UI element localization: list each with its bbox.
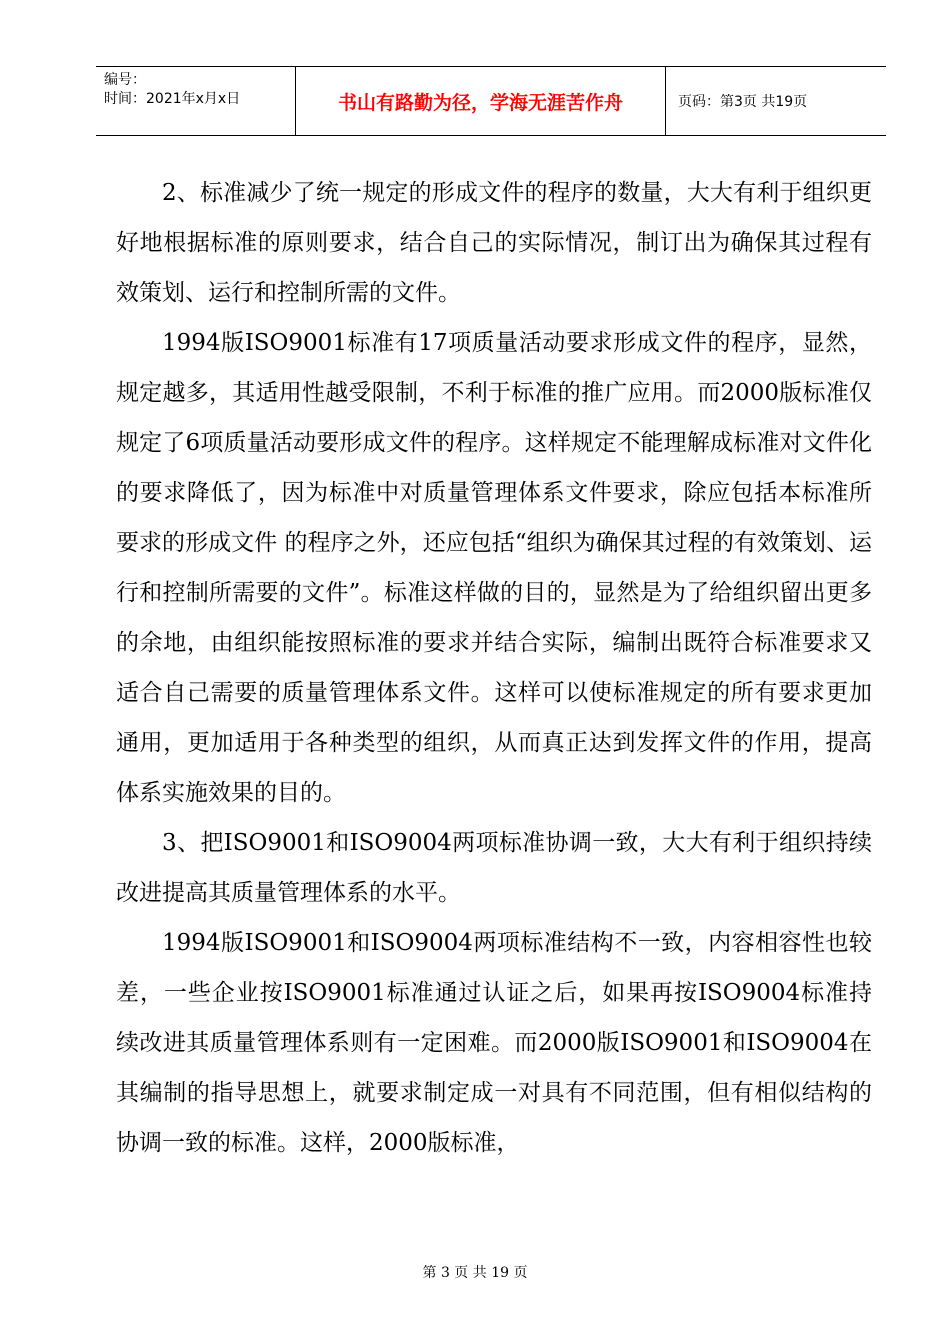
paragraph-4: 1994版ISO9001和ISO9004两项标准结构不一致，内容相容性也较差，一些企业按ISO9001标准通过认证之后，如果再按ISO9004标准持续改进其质量管理体系则有一定困难。而2000版ISO9001和ISO9004在其编制的指导思想上，就要求制定成一对具有不同范围，但有相似结构的协调一致的标准。这样，2000版标准， bbox=[116, 930, 872, 1156]
page-footer: 第 3 页 共 19 页 bbox=[422, 1265, 528, 1281]
paragraph-3: 3、把ISO9001和ISO9004两项标准协调一致，大大有利于组织持续改进提高其质量管理体系的水平。 bbox=[116, 830, 872, 906]
paragraph-1: 2、标准减少了统一规定的形成文件的程序的数量，大大有利于组织更好地根据标准的原则要求，结合自己的实际情况，制订出为确保其过程有效策划、运行和控制所需的文件。 bbox=[116, 180, 872, 306]
document-body bbox=[116, 168, 872, 1168]
serial-label: 编号： bbox=[104, 72, 146, 88]
page-header bbox=[96, 66, 886, 136]
header-page-info: 页码：第3页 共19页 bbox=[678, 94, 808, 110]
header-meta bbox=[96, 67, 296, 135]
time-label: 时间：2021年x月x日 bbox=[104, 91, 241, 107]
paragraph-2: 1994版ISO9001标准有17项质量活动要求形成文件的程序，显然，规定越多，其适用性越受限制，不利于标准的推广应用。而2000版标准仅规定了6项质量活动要形成文件的程序。这样规定不能理解成标准对文件化的要求降低了，因为标准中对质量管理体系文件要求，除应包括本标准所要求的形成文件 的程序之外，还应包括“组织为确保其过程的有效策划、运行和控制所需要的文件”。标准这样做的目的，显然是为了给组织留出更多的余地，由组织能按照标准的要求并结合实际，编制出既符合标准要求又适合自己需要的质量管理体系文件。这样可以使标准规定的所有要求更加通用，更加适用于各种类型的组织，从而真正达到发挥文件的作用，提高体系实施效果的目的。 bbox=[116, 330, 872, 806]
header-motto: 书山有路勤为径，学海无涯苦作舟 bbox=[296, 67, 666, 135]
